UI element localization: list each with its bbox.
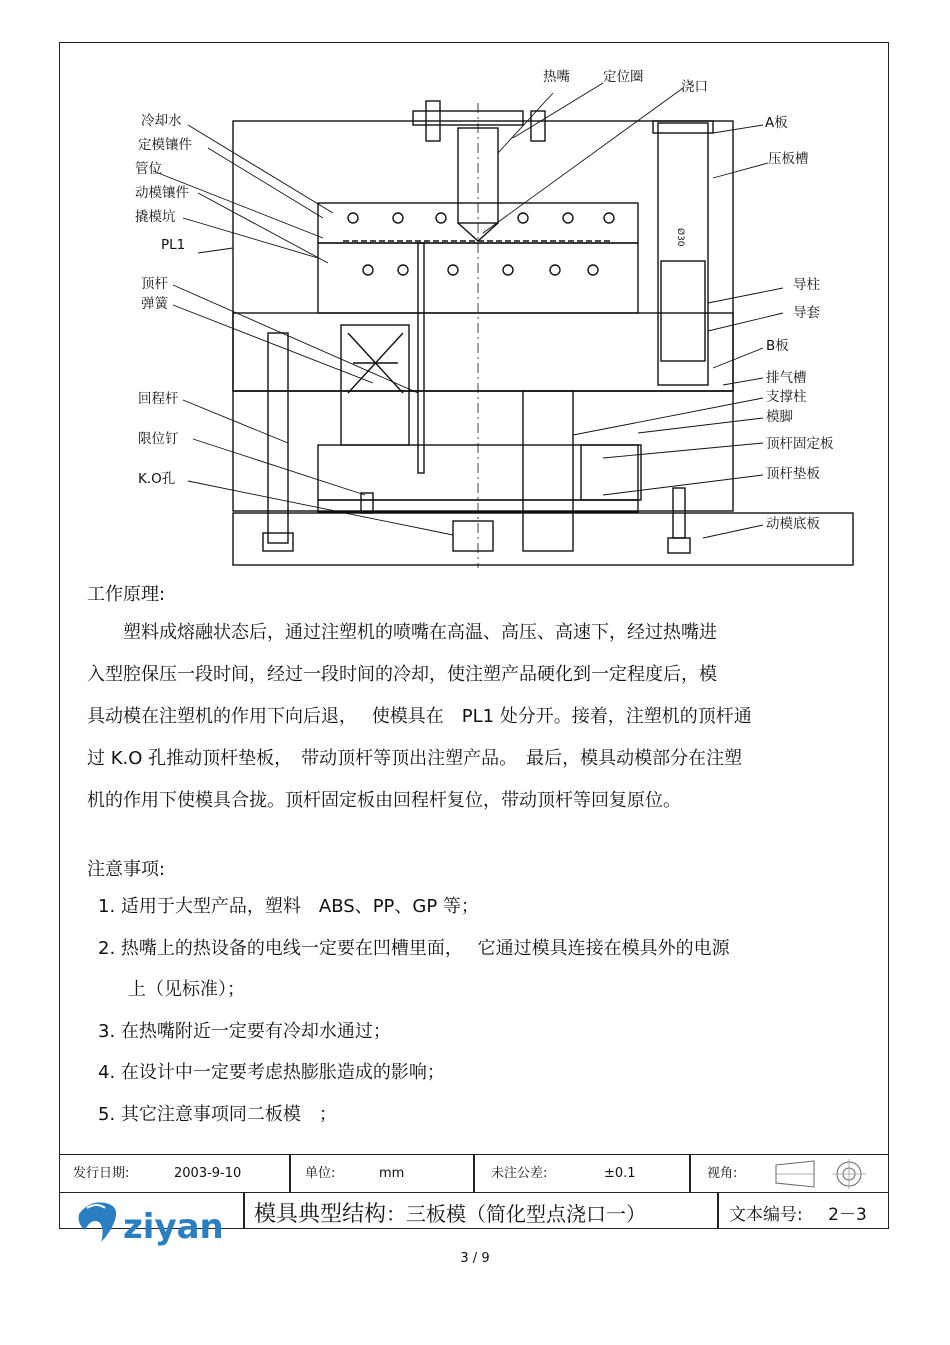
label-ejector-retainer: 顶杆固定板: [766, 436, 834, 452]
guide-pillar: [658, 123, 708, 385]
doc-number-label: 文本编号:: [729, 1205, 803, 1225]
label-vent: 排气槽: [766, 370, 807, 386]
ziyan-logo: [71, 1194, 241, 1254]
doc-number: [729, 1200, 867, 1225]
principle-line: 入型腔保压一段时间，经过一段时间的冷却，使注塑产品硬化到一定程度后，模: [87, 664, 717, 685]
label-limit-nail: 限位钉: [138, 431, 179, 447]
label-ejector-pin: 顶杆: [141, 276, 168, 292]
label-fixed-insert: 定模镶件: [138, 137, 192, 153]
note-item: 3. 在热嘴附近一定要有冷却水通过；: [98, 1020, 391, 1042]
support-pillar: [523, 391, 573, 551]
label-guide-pillar: 导柱: [793, 277, 820, 293]
principle-line: 塑料成熔融状态后，通过注塑机的喷嘴在高温、高压、高速下，经过热嘴进: [123, 622, 717, 643]
note-item: 1. 适用于大型产品，塑料 ABS、PP、GP 等；: [98, 896, 479, 917]
label-mold-foot: 模脚: [766, 409, 793, 425]
principle-line: 具动模在注塑机的作用下向后退， 使模具在 PL1 处分开。接着，注塑机的顶杆通: [87, 706, 752, 727]
note-item: 2. 热嘴上的热设备的电线一定要在凹槽里面， 它通过模具连接在模具外的电源: [98, 937, 730, 959]
label-spring: 弹簧: [141, 296, 168, 312]
label-moving-insert: 动模镶件: [135, 185, 189, 201]
svg-text:ziyan: ziyan: [123, 1207, 224, 1247]
unit-value: mm: [379, 1166, 405, 1181]
issue-date-label: 发行日期:: [73, 1166, 130, 1181]
note-item: 5. 其它注意事项同二板模 ；: [98, 1103, 337, 1125]
mold-drawing-svg: [113, 63, 875, 568]
label-gate: 浇口: [681, 79, 708, 95]
label-locator: 管位: [135, 161, 162, 177]
mold-drawing: [113, 63, 875, 568]
spring: [348, 333, 403, 393]
locating-ring: [413, 111, 523, 125]
principle-line: 过 K.O 孔推动顶杆垫板， 带动顶杆等顶出注塑产品。 最后，模具动模部分在注塑: [87, 748, 743, 769]
label-locating-ring: 定位圈: [603, 69, 644, 85]
projection-symbol-icon: [774, 1159, 874, 1189]
note-item: 4. 在设计中一定要考虑热膨胀造成的影响；: [98, 1062, 445, 1083]
label-guide-bush: 导套: [793, 305, 820, 321]
note-item-continuation: 上（见标准）；: [128, 979, 245, 1000]
label-pl1: PL1: [161, 237, 186, 253]
label-bottom-plate: 动模底板: [766, 516, 820, 532]
label-clamp-slot: 压板槽: [768, 151, 809, 167]
label-pillar-dim: Ø30: [675, 228, 685, 247]
tolerance-value: ±0.1: [604, 1166, 636, 1181]
ejector-pin: [418, 243, 424, 473]
tolerance-label: 未注公差:: [491, 1166, 548, 1181]
label-b-plate: B板: [766, 338, 789, 354]
issue-date: 2003-9-10: [174, 1166, 242, 1181]
document-title-main: 模具典型结构: [254, 1202, 387, 1227]
notes-list: [98, 886, 730, 1135]
unit-label: 单位:: [305, 1166, 336, 1181]
principle-heading: 工作原理:: [87, 584, 166, 605]
bottom-clamp-plate: [233, 513, 853, 565]
label-hot-nozzle: 热嘴: [543, 69, 570, 85]
label-ko-hole: K.O孔: [138, 471, 176, 487]
notes-heading: 注意事项:: [87, 859, 166, 880]
title-block: [59, 1154, 889, 1247]
label-return-pin: 回程杆: [138, 391, 179, 407]
mold-foot: [233, 391, 733, 511]
label-ejector-plate: 顶杆垫板: [766, 466, 820, 482]
ko-hole: [453, 521, 493, 551]
principle-text: [87, 612, 862, 822]
view-label: 视角:: [707, 1166, 738, 1181]
label-a-plate: A板: [765, 115, 788, 131]
document-title-sub: ：三板模（简化型点浇口一）: [386, 1202, 647, 1226]
doc-number-value: 2－3: [828, 1205, 867, 1225]
label-pry-slot: 撬模坑: [135, 209, 176, 225]
principle-line: 机的作用下使模具合拢。顶杆固定板由回程杆复位，带动顶杆等回复原位。: [87, 790, 681, 811]
limit-nail: [361, 493, 373, 513]
label-support-pillar: 支撑柱: [766, 389, 807, 405]
page-number: 3 / 9: [460, 1251, 490, 1266]
label-cooling-water: 冷却水: [141, 113, 182, 129]
document-title: [254, 1197, 646, 1228]
